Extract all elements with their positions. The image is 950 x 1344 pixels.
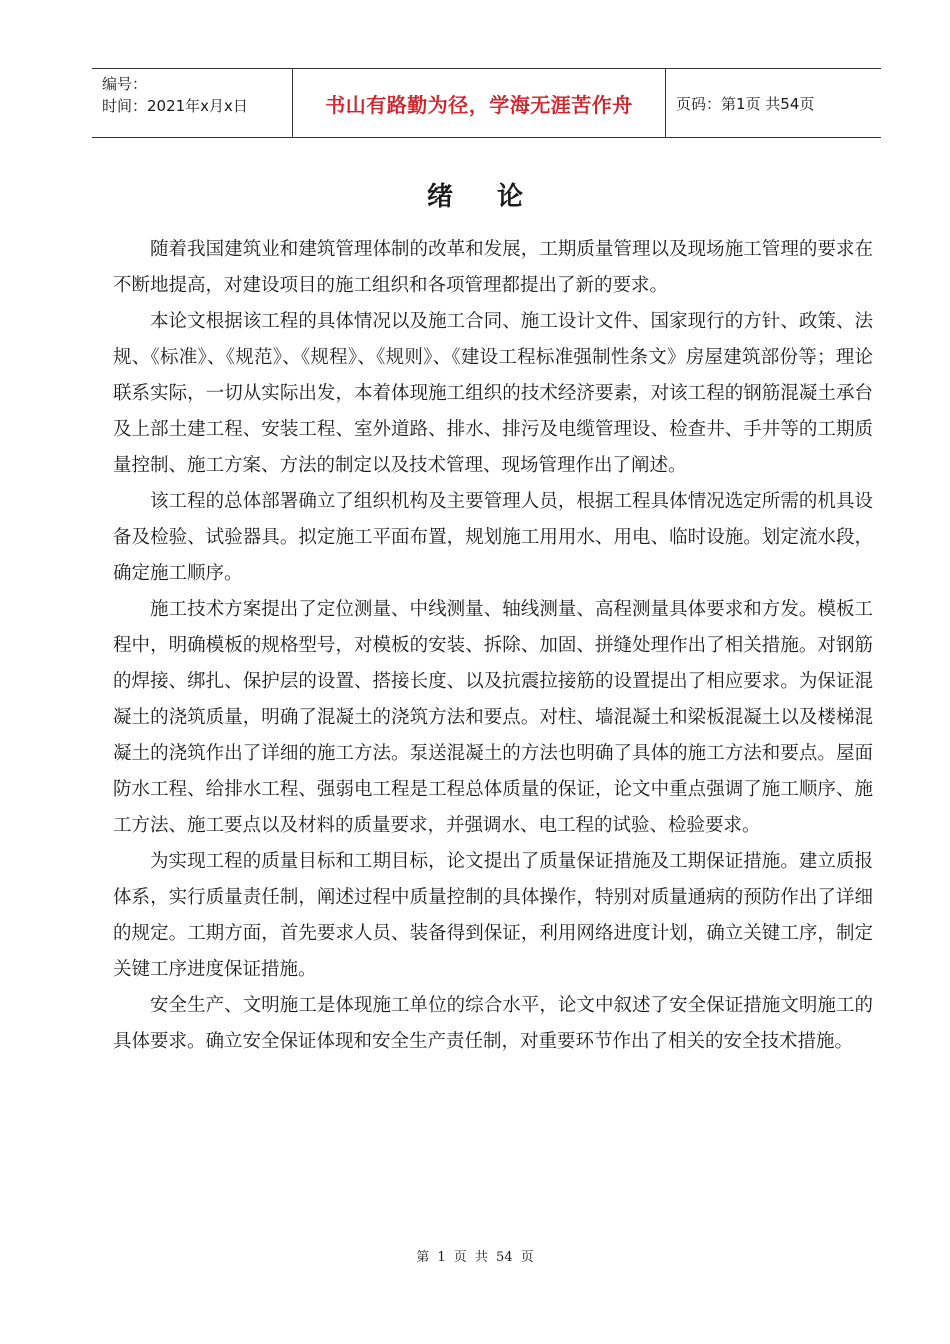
page-code: 页码：第1页 共54页 <box>676 94 815 113</box>
header-table <box>92 68 881 138</box>
motto-cell <box>293 69 666 137</box>
paragraph: 施工技术方案提出了定位测量、中线测量、轴线测量、高程测量具体要求和方发。模板工程中，明确模板的规格型号，对模板的安装、拆除、加固、拼缝处理作出了相关措施。对钢筋的焊接、绑扎、保护层的设置、搭接长度、以及抗震拉接筋的设置提出了相应要求。为保证混凝土的浇筑质量，明确了混凝土的浇筑方法和要点。对柱、墙混凝土和梁板混凝土以及楼梯混凝土的浇筑作出了详细的施工方法。泵送混凝土的方法也明确了具体的施工方法和要点。屋面防水工程、给排水工程、强弱电工程是工程总体质量的保证，论文中重点强调了施工顺序、施工方法、施工要点以及材料的质量要求，并强调水、电工程的试验、检验要求。 <box>113 599 873 836</box>
document-body <box>113 232 873 1060</box>
time-label: 时间：2021年x月x日 <box>102 97 248 115</box>
paragraph: 安全生产、文明施工是体现施工单位的综合水平，论文中叙述了安全保证措施文明施工的具体要求。确立安全保证体现和安全生产责任制，对重要环节作出了相关的安全技术措施。 <box>113 995 873 1052</box>
header-meta-cell <box>92 69 293 137</box>
code-label: 编号： <box>102 75 148 93</box>
page-footer: 第 1 页 共 54 页 <box>416 1250 534 1265</box>
paragraph: 随着我国建筑业和建筑管理体制的改革和发展，工期质量管理以及现场施工管理的要求在不断地提高，对建设项目的施工组织和各项管理都提出了新的要求。 <box>113 239 873 296</box>
paragraph: 本论文根据该工程的具体情况以及施工合同、施工设计文件、国家现行的方针、政策、法规、《标准》、《规范》、《规程》、《规则》、《建设工程标准强制性条文》房屋建筑部份等；理论联系实际，一切从实际出发，本着体现施工组织的技术经济要素，对该工程的钢筋混凝土承台及上部土建工程、安装工程、室外道路、排水、排污及电缆管理设、检查井、手井等的工期质量控制、施工方案、方法的制定以及技术管理、现场管理作出了阐述。 <box>113 311 873 476</box>
motto-text: 书山有路勤为径，学海无涯苦作舟 <box>325 92 633 117</box>
page-code-cell <box>666 69 881 137</box>
paragraph: 该工程的总体部署确立了组织机构及主要管理人员，根据工程具体情况选定所需的机具设备及检验、试验器具。拟定施工平面布置，规划施工用用水、用电、临时设施。划定流水段，确定施工顺序。 <box>113 491 873 584</box>
paragraph: 为实现工程的质量目标和工期目标，论文提出了质量保证措施及工期保证措施。建立质报体系，实行质量责任制，阐述过程中质量控制的具体操作，特别对质量通病的预防作出了详细的规定。工期方面，首先要求人员、装备得到保证，利用网络进度计划，确立关键工序，制定关键工序进度保证措施。 <box>113 851 873 980</box>
document-title: 绪论 <box>426 182 567 212</box>
